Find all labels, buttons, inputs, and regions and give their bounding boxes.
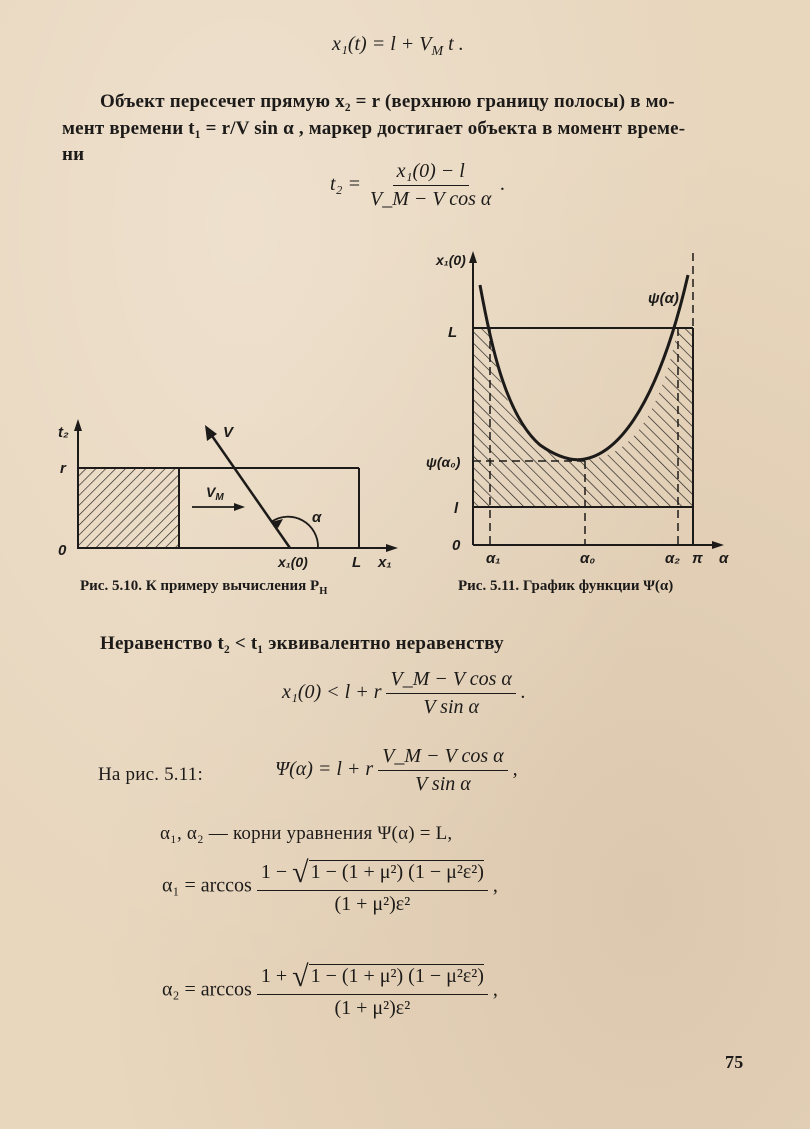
formula-t2-lhs: t₂ =	[330, 173, 362, 196]
fig511-label-pi: π	[692, 550, 703, 567]
fig510-y-arrow	[74, 419, 82, 431]
formula-a2-radical: √	[292, 960, 309, 993]
formula-ineq-lhs: x₁(0) < l + r	[282, 681, 382, 704]
formula-a2-num	[257, 962, 488, 995]
formula-a1-tail: ,	[492, 874, 498, 897]
fig510-label-zero: 0	[58, 542, 67, 559]
fig511-label-alpha: α	[719, 550, 729, 567]
formula-a2-lhs: α₂ = arccos	[162, 978, 252, 1001]
fig511-label-a0: α₀	[580, 550, 596, 567]
fig511-label-a2: α₂	[665, 550, 681, 567]
formula-alpha1	[162, 858, 498, 916]
fig511-label-L: L	[448, 324, 458, 341]
formula-a2-radicand: 1 − (1 + μ²) (1 − μ²ε²)	[310, 965, 484, 987]
formula-a2-den: (1 + μ²)ε²	[334, 997, 411, 1019]
formula-a1-num-pre: 1 −	[260, 861, 288, 883]
fig511-label-psi: ψ(α)	[648, 290, 679, 307]
formula-psi-den: V sin α	[415, 773, 471, 795]
formula-a2-fraction	[257, 962, 488, 1020]
fig510-hatched-area	[78, 468, 179, 548]
roots-text: α₁, α₂ — корни уравнения Ψ(α) = L,	[160, 823, 453, 844]
formula-t2-fraction	[366, 160, 495, 211]
fig511-label-psia0: ψ(α₀)	[426, 454, 461, 470]
fig510-caption-sub: H	[319, 586, 328, 597]
formula-a1-num	[257, 858, 488, 891]
fig510-label-vm-sub: M	[215, 492, 224, 503]
formula-x1	[332, 33, 464, 60]
formula-psi-num: V_M − V cos α	[378, 745, 507, 771]
formula-a1-den: (1 + μ²)ε²	[334, 893, 411, 915]
fig510-label-t2: t₂	[58, 424, 69, 441]
fig510-label-vm-main: V	[206, 484, 216, 500]
formula-a2-tail: ,	[492, 978, 498, 1001]
fig511-label-x10: x₁(0)	[436, 252, 466, 268]
formula-x1-rhs: t .	[443, 33, 464, 55]
formula-t2	[330, 160, 505, 211]
formula-t2-tail: .	[500, 173, 506, 196]
paragraph-line3: ни	[62, 144, 85, 165]
formula-a1-fraction	[257, 858, 488, 916]
fig510-label-x1: x₁	[378, 554, 392, 571]
fig510-caption-text: Рис. 5.10. К примеру вычисления P	[80, 578, 320, 594]
fig510-label-x10: x₁(0)	[278, 554, 308, 570]
fig511-x-arrow	[712, 541, 724, 549]
fig510-label-r: r	[60, 460, 66, 477]
formula-psi-prefix: На рис. 5.11:	[98, 764, 203, 785]
fig510-label-alpha: α	[312, 509, 322, 526]
fig510-caption	[80, 578, 327, 597]
formula-psi	[275, 745, 518, 796]
fig511-y-arrow	[469, 251, 477, 263]
formula-t2-num: x₁(0) − l	[393, 160, 469, 186]
formula-a1-radicand: 1 − (1 + μ²) (1 − μ²ε²)	[310, 861, 484, 883]
formula-inequality	[282, 668, 526, 719]
formula-ineq-num: V_M − V cos α	[386, 668, 515, 694]
fig511-label-l: l	[454, 500, 459, 517]
fig511-caption: Рис. 5.11. График функции Ψ(α)	[458, 578, 674, 594]
formula-t2-den: V_M − V cos α	[370, 188, 492, 210]
fig510-label-v: V	[223, 424, 234, 441]
fig510-x-arrow	[386, 544, 398, 552]
fig511-hatched-area	[473, 328, 693, 507]
formula-ineq-tail: .	[520, 681, 526, 704]
formula-a2-num-pre: 1 +	[260, 965, 288, 987]
formula-ineq-den: V sin α	[423, 696, 480, 718]
formula-alpha2	[162, 962, 498, 1020]
figure-5-10	[50, 415, 400, 575]
paragraph-line2: мент времени t₁ = r/V sin α , маркер достигает объекта в момент време-	[62, 118, 686, 139]
page-number: 75	[725, 1052, 744, 1072]
formula-ineq-fraction	[386, 668, 515, 719]
inequality-text: Неравенство t₂ < t₁ эквивалентно неравенству	[100, 633, 504, 654]
formula-x1-lhs: x₁(t) = l + V	[332, 33, 432, 55]
formula-x1-sub: M	[431, 44, 444, 59]
fig511-label-a1: α₁	[486, 550, 501, 567]
formula-psi-lhs: Ψ(α) = l + r	[275, 758, 374, 781]
figure-5-11	[420, 245, 750, 580]
fig510-label-l: L	[352, 554, 362, 571]
fig510-v-vector	[210, 433, 290, 548]
formula-psi-fraction	[378, 745, 507, 796]
formula-a1-radical: √	[292, 856, 309, 889]
fig510-vm-arrow	[234, 503, 245, 511]
paragraph-line1: Объект пересечет прямую x₂ = r (верхнюю границу полосы) в мо-	[100, 91, 675, 112]
formula-a1-lhs: α₁ = arccos	[162, 874, 252, 897]
fig510-label-vm	[206, 484, 224, 503]
formula-psi-tail: ,	[512, 758, 518, 781]
fig511-label-zero: 0	[452, 537, 461, 554]
